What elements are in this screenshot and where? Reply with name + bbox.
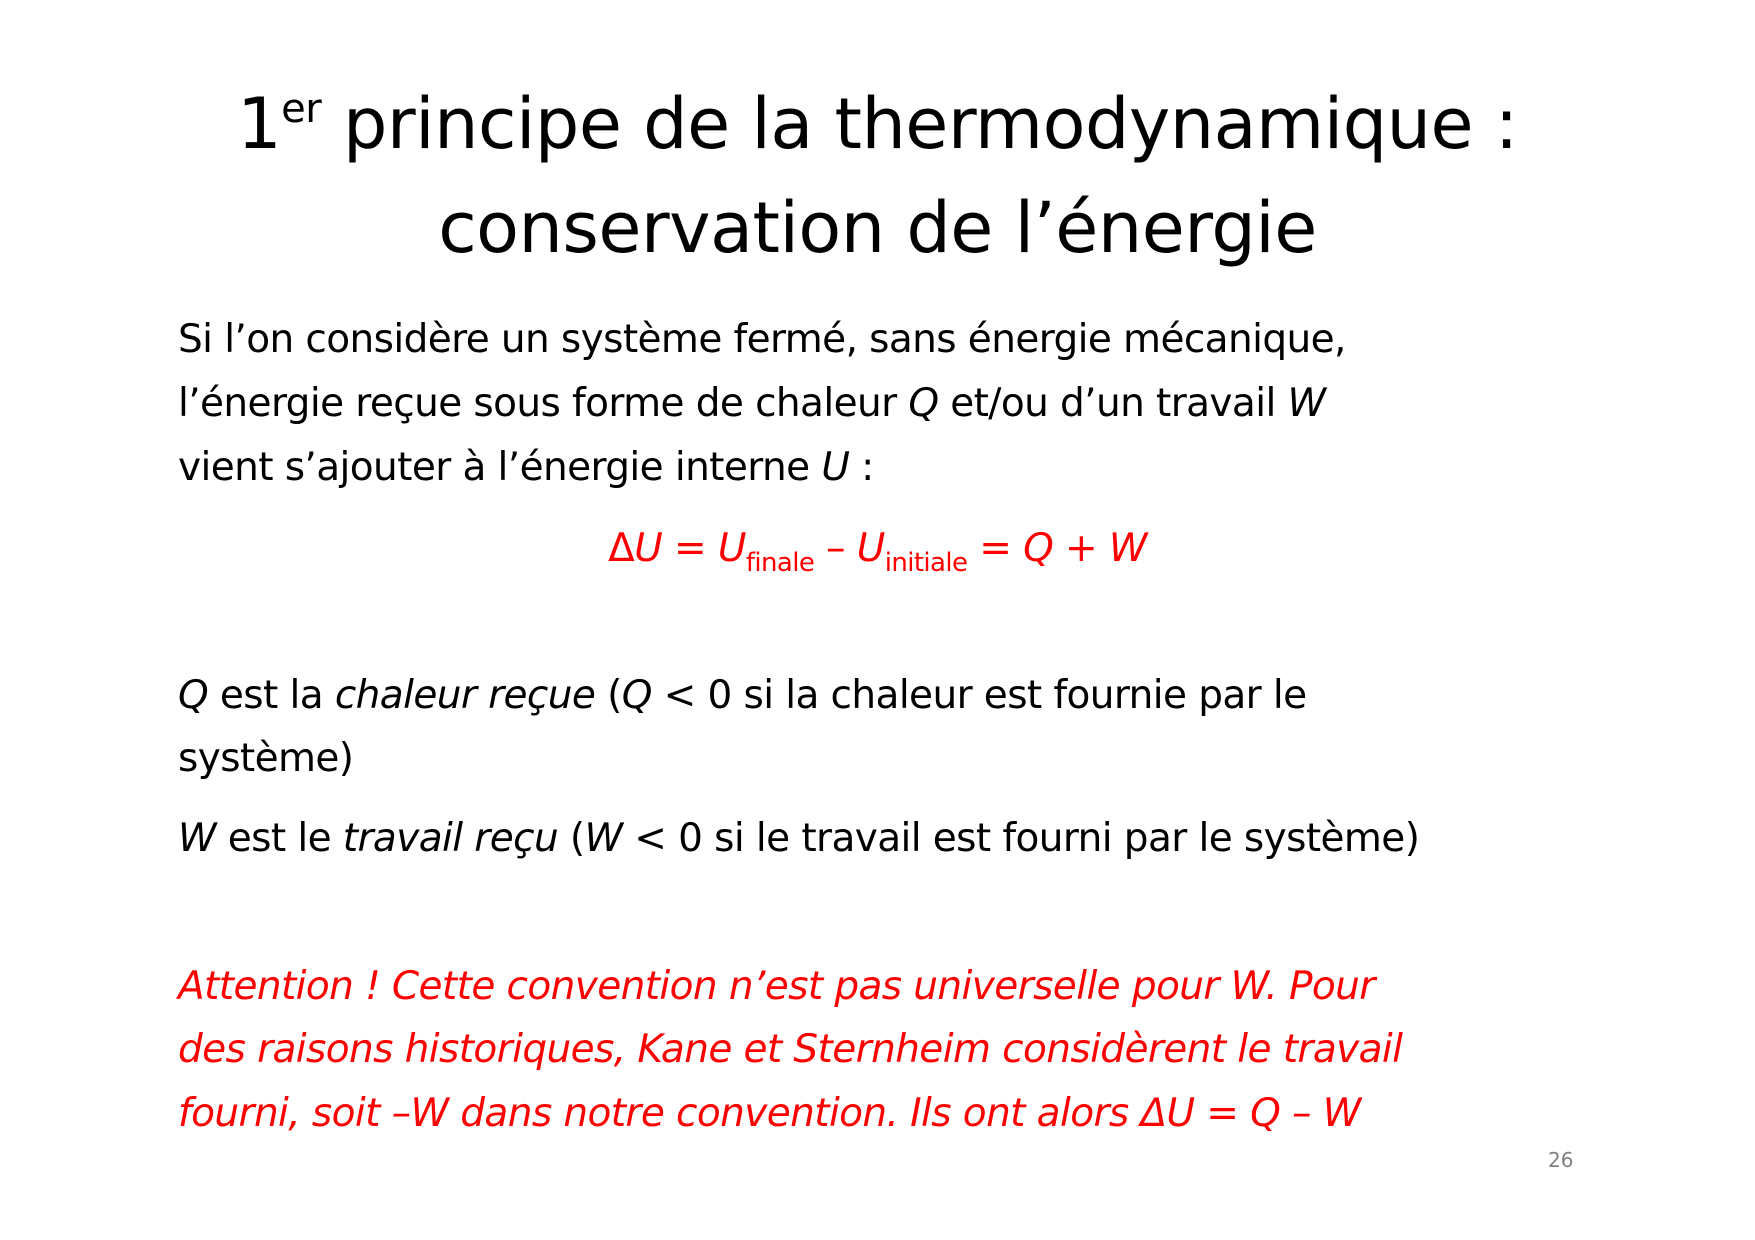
energy-conservation-formula bbox=[0, 517, 1755, 581]
page-number: 26 bbox=[1548, 1148, 1574, 1172]
formula-plus: + bbox=[1053, 526, 1109, 571]
intro-line-1 bbox=[178, 308, 1346, 372]
intro-text-2a: l’énergie reçue sous forme de chaleur bbox=[178, 381, 909, 426]
formula-w: W bbox=[1108, 526, 1147, 571]
intro-text-1: Si l’on considère un système fermé, sans énergie mécanique, bbox=[178, 317, 1346, 362]
w-def-text-a: est le bbox=[215, 816, 343, 861]
formula-equals-2: = bbox=[967, 526, 1024, 571]
w-def-text-b: ( bbox=[558, 816, 585, 861]
q-def-term: chaleur reçue bbox=[334, 673, 596, 718]
q-definition-line-2 bbox=[178, 727, 353, 791]
intro-line-2 bbox=[178, 372, 1325, 436]
w-def-symbol: W bbox=[178, 816, 216, 861]
formula-u-initial: U bbox=[856, 526, 885, 571]
formula-sub-finale: finale bbox=[745, 548, 815, 578]
warning-text-3: fourni, soit –W dans notre convention. Ils ont alors ΔU = Q – W bbox=[178, 1091, 1361, 1136]
q-def-symbol-2: Q bbox=[621, 673, 652, 718]
warning-line-2 bbox=[178, 1018, 1402, 1082]
symbol-q: Q bbox=[908, 381, 939, 426]
intro-text-3b: : bbox=[849, 445, 874, 490]
title-number: 1 bbox=[237, 83, 282, 165]
q-def-text-c: < 0 si la chaleur est fournie par le bbox=[651, 673, 1307, 718]
q-def-symbol: Q bbox=[178, 673, 209, 718]
q-def-text-b: ( bbox=[595, 673, 622, 718]
warning-line-1 bbox=[178, 955, 1375, 1019]
symbol-u: U bbox=[821, 445, 850, 490]
title-line1-text: principe de la thermodynamique : bbox=[321, 83, 1518, 165]
formula-u: U bbox=[634, 526, 663, 571]
intro-line-3 bbox=[178, 436, 874, 500]
formula-equals-1: = bbox=[662, 526, 718, 571]
warning-line-3 bbox=[178, 1082, 1361, 1146]
title-ordinal-superscript: er bbox=[281, 86, 322, 132]
q-definition-line-1 bbox=[178, 664, 1307, 728]
formula-delta: Δ bbox=[608, 526, 635, 571]
w-definition-line bbox=[178, 807, 1419, 871]
formula-sub-initiale: initiale bbox=[884, 548, 968, 578]
w-def-symbol-2: W bbox=[584, 816, 623, 861]
intro-text-3a: vient s’ajouter à l’énergie interne bbox=[178, 445, 822, 490]
w-def-term: travail reçu bbox=[342, 816, 559, 861]
formula-q: Q bbox=[1023, 526, 1054, 571]
formula-minus: – bbox=[814, 526, 857, 571]
intro-text-2b: et/ou d’un travail bbox=[938, 381, 1288, 426]
w-def-text-c: < 0 si le travail est fourni par le système) bbox=[622, 816, 1420, 861]
slide-title bbox=[0, 72, 1755, 280]
warning-text-1: Attention ! Cette convention n’est pas universelle pour W. Pour bbox=[178, 964, 1375, 1009]
q-def-text-a: est la bbox=[208, 673, 335, 718]
q-def-text-line2: système) bbox=[178, 736, 354, 781]
symbol-w: W bbox=[1287, 381, 1326, 426]
formula-u-final: U bbox=[717, 526, 746, 571]
title-line2-text: conservation de l’énergie bbox=[438, 187, 1317, 269]
warning-text-2: des raisons historiques, Kane et Sternheim considèrent le travail bbox=[178, 1027, 1403, 1072]
